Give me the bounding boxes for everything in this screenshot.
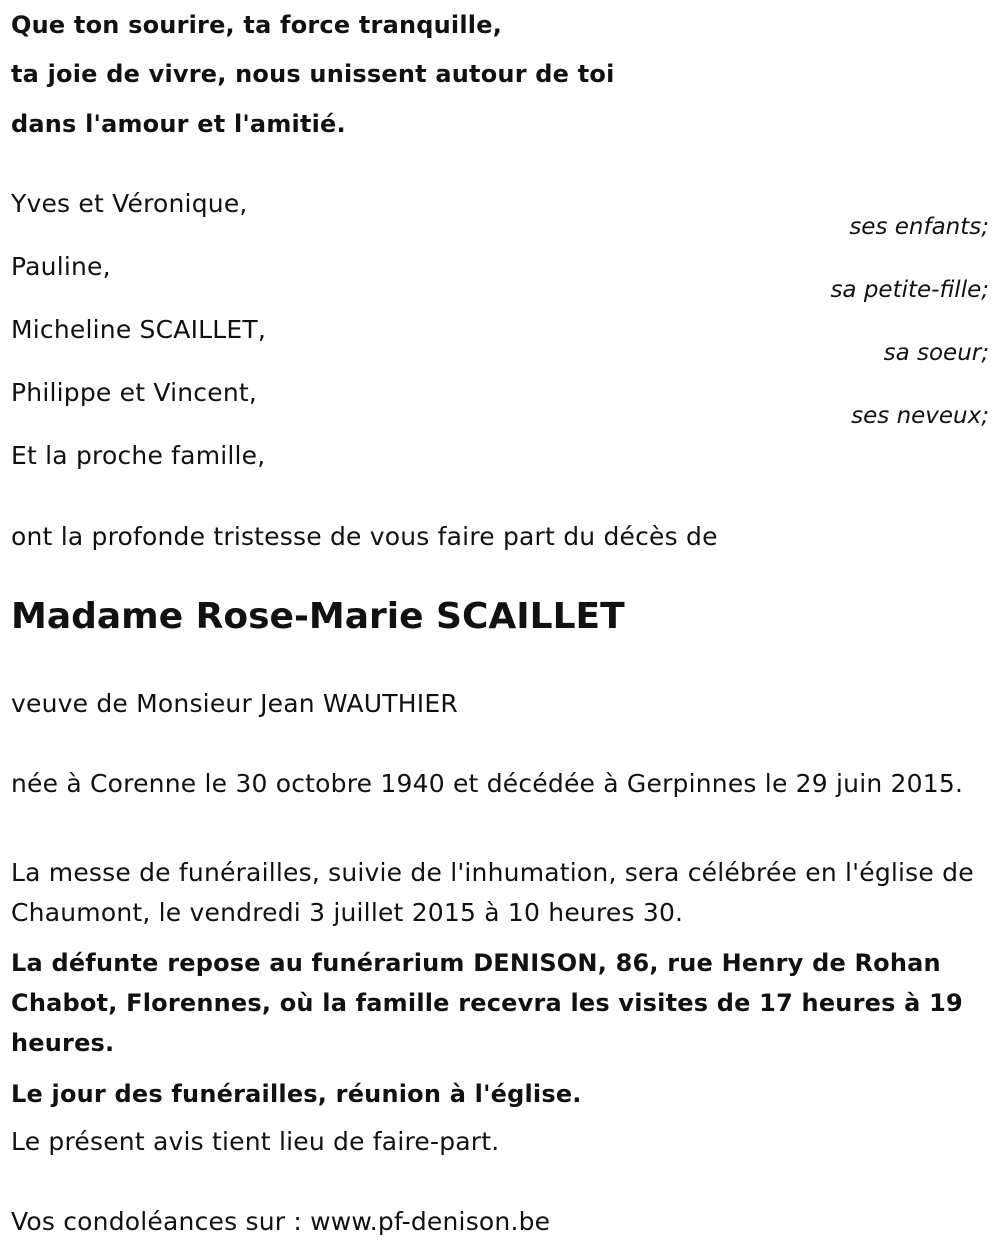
epigraph-line-3: dans l'amour et l'amitié. [11, 110, 346, 138]
family-relation-3: sa soeur; [883, 340, 989, 366]
funerarium-info: La défunte repose au funérarium DENISON, 86, rue Henry de Rohan Chabot, Florennes, où la famille recevra les visites de 17 heures à 19 heures. [11, 949, 963, 1057]
family-member-4: Philippe et Vincent, [11, 378, 258, 407]
meeting-info: Le jour des funérailles, réunion à l'église. [11, 1080, 582, 1108]
announcement: ont la profonde tristesse de vous faire part du décès de [11, 522, 718, 551]
birth-death: née à Corenne le 30 octobre 1940 et décédée à Gerpinnes le 29 juin 2015. [11, 769, 964, 798]
deceased-name: Madame Rose-Marie SCAILLET [11, 596, 625, 637]
family-member-5: Et la proche famille, [11, 441, 266, 470]
epigraph-line-2: ta joie de vivre, nous unissent autour de toi [11, 60, 615, 88]
epigraph-line-1: Que ton sourire, ta force tranquille, [11, 11, 503, 39]
mass-info: La messe de funérailles, suivie de l'inhumation, sera célébrée en l'église de Chaumont, le vendredi 3 juillet 2015 à 10 heures 30. [11, 858, 974, 927]
family-member-3: Micheline SCAILLET, [11, 315, 267, 344]
notice: Le présent avis tient lieu de faire-part. [11, 1127, 500, 1156]
family-member-2: Pauline, [11, 252, 111, 281]
family-relation-1: ses enfants; [849, 214, 989, 240]
family-member-1: Yves et Véronique, [11, 189, 248, 218]
family-relation-2: sa petite-fille; [830, 277, 989, 303]
widow-of: veuve de Monsieur Jean WAUTHIER [11, 689, 458, 718]
condolences-link: Vos condoléances sur : www.pf-denison.be [11, 1207, 551, 1236]
family-relation-4: ses neveux; [851, 403, 989, 429]
